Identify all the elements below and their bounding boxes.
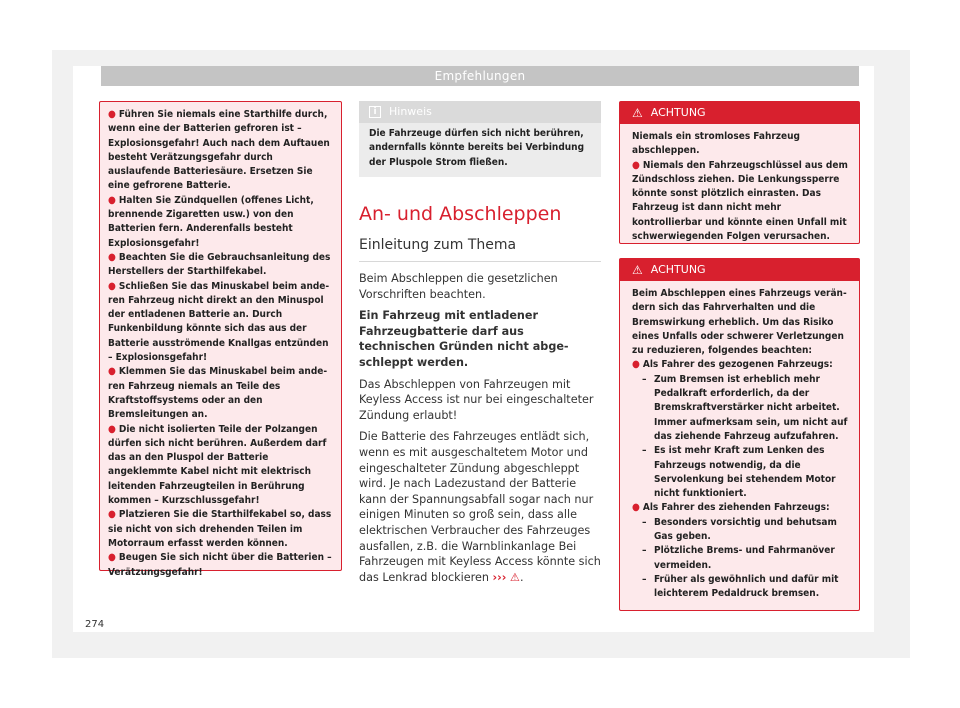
sub-list-item: – Besonders vorsichtig und behutsam Gas geben. (642, 516, 837, 543)
warning-box-2 (619, 258, 860, 611)
sub-list-item: – Es ist mehr Kraft zum Lenken des Fahrzeugs notwendig, da die Servolenkung bei stehendem Motor nicht funktioniert. (642, 445, 836, 500)
page-header: Empfehlungen (101, 66, 859, 86)
page-number: 274 (85, 619, 105, 630)
cross-reference-link[interactable]: ››› (492, 570, 507, 584)
bullet-icon: ● (632, 159, 640, 171)
dash-icon: – (642, 545, 647, 557)
list-item: ● Führen Sie niemals eine Starthilfe durch, wenn eine der Batterien gefroren ist – Explosionsgefahr! Auch nach dem Auftauen besteht Verätzungsgefahr durch auslaufende Batteriesäure. Ersetzen Sie eine gefrorene Batterie. (108, 109, 330, 192)
dash-icon: – (642, 445, 647, 457)
list-item: ● Beugen Sie sich nicht über die Batterien – Verätzungsgefahr! (108, 552, 332, 578)
sub-list-item: – Plötzliche Brems- und Fahrmanöver vermeiden. (642, 545, 835, 571)
section-title: An- und Abschleppen (359, 203, 562, 225)
warning-label: ACHTUNG (650, 263, 706, 276)
dash-icon: – (642, 573, 647, 585)
body-text (359, 271, 601, 591)
warning-header (620, 259, 859, 281)
list-item: ● Beachten Sie die Gebrauchsanleitung des Herstellers der Starthilfekabel. (108, 251, 331, 278)
section-divider (359, 261, 601, 262)
warning-intro: Niemals ein stromloses Fahrzeug abschleppen. (632, 131, 800, 157)
warning-list-box (99, 101, 342, 578)
bullet-icon: ● (108, 251, 116, 263)
bullet-icon: ● (108, 552, 116, 564)
sub-list (632, 373, 849, 502)
bullet-icon: ● (632, 359, 640, 371)
warning-triangle-icon: ⚠ (632, 106, 643, 120)
list-item: ● Als Fahrer des ziehenden Fahrzeugs: (632, 502, 830, 514)
bullet-icon: ● (108, 109, 116, 120)
warning-triangle-icon: ⚠ (632, 263, 643, 277)
paragraph: Das Abschleppen von Fahrzeugen mit Keyless Access ist nur bei eingeschalteter Zündung erlaubt! (359, 377, 594, 422)
hint-text: Die Fahrzeuge dürfen sich nicht berühren, andernfalls könnte bereits bei Verbindung der Pluspole Strom fließen. (369, 128, 585, 168)
paragraph-bold: Ein Fahrzeug mit entladener Fahrzeugbatterie darf aus technischen Gründen nicht abgeschleppt werden. (359, 309, 569, 369)
warning-header (620, 102, 859, 124)
bullet-icon: ● (108, 366, 116, 378)
warning-intro: Beim Abschleppen eines Fahrzeugs verändern sich das Fahrverhalten und die Bremswirkung erheblich. Um das Risiko eines Unfalls oder schwerer Verletzungen zu reduzieren, folgendes beachten: (632, 288, 847, 357)
section-subtitle: Einleitung zum Thema (359, 237, 517, 253)
list-item: ● Halten Sie Zündquellen (offenes Licht, brennende Zigaretten usw.) von den Batterien fern. Anderenfalls besteht Explosionsgefahr! (108, 194, 314, 249)
hint-box (359, 101, 601, 177)
sub-list-item: – Zum Bremsen ist erheblich mehr Pedalkraft erforderlich, da der Bremskraftverstärker nicht arbeitet. Immer aufmerksam sein, um nicht auf das ziehende Fahrzeug aufzufahren. (642, 373, 848, 442)
bullet-icon: ● (108, 194, 116, 206)
warning-list (108, 108, 333, 580)
list-item: ● Schließen Sie das Minuskabel beim anderen Fahrzeug nicht direkt an den Minuspol der entladenen Batterie an. Durch Funkenbildung könnte sich das aus der Batterie ausströmende Knallgas entzünden – Explosionsgefahr! (108, 280, 330, 364)
hint-header (359, 101, 601, 123)
warning-body (620, 124, 859, 250)
bullet-icon: ● (632, 502, 640, 514)
paragraph: Beim Abschleppen die gesetzlichen Vorschriften beachten. (359, 272, 558, 301)
hint-label: Hinweis (389, 105, 432, 118)
info-icon: i (369, 106, 381, 118)
warning-body (620, 281, 859, 608)
list-item: ● Niemals den Fahrzeugschlüssel aus dem Zündschloss ziehen. Die Lenkungssperre könnte sonst plötzlich einrasten. Das Fahrzeug ist dann nicht mehr kontrollierbar und könnte einen Unfall mit schwerwiegenden Folgen verursachen. (632, 159, 848, 243)
warning-triangle-icon: ⚠ (509, 570, 520, 584)
dash-icon: – (642, 373, 647, 385)
paragraph: Die Batterie des Fahrzeuges entlädt sich, wenn es mit ausgeschaltetem Motor und eingeschalteter Zündung abgeschleppt wird. Je nach Ladezustand der Batterie kann der Spannungsabfall sogar nach nur einigen Minuten so groß sein, dass alle elektrischen Verbraucher des Fahrzeuges ausfallen, z.B. die Warnblinkanlage Bei Fahrzeugen mit Keyless Access könnte sich das Lenkrad blockieren ››› ⚠. (359, 430, 601, 584)
dash-icon: – (642, 516, 647, 528)
sub-list-item: – Früher als gewöhnlich und dafür mit leichterem Pedaldruck bremsen. (642, 573, 839, 600)
bullet-icon: ● (108, 509, 116, 521)
list-item: ● Klemmen Sie das Minuskabel beim anderen Fahrzeug niemals an Teile des Kraftstoffsystems oder an den Bremsleitungen an. (108, 366, 328, 421)
list-item: ● Platzieren Sie die Starthilfekabel so, dass sie nicht von sich drehenden Teilen im Motorraum erfasst werden können. (108, 509, 332, 549)
warning-box-1 (619, 101, 860, 244)
list-item: ● Die nicht isolierten Teile der Polzangen dürfen sich nicht berühren. Außerdem darf das an den Pluspol der Batterie angeklemmte Kabel nicht mit elektrisch leitenden Fahrzeugteilen in Berührung kommen – Kurzschlussgefahr! (108, 423, 327, 507)
bullet-icon: ● (108, 280, 116, 292)
bullet-icon: ● (108, 423, 116, 435)
list-item: ● Als Fahrer des gezogenen Fahrzeugs: (632, 359, 833, 371)
sub-list (632, 516, 849, 602)
warning-label: ACHTUNG (650, 106, 706, 119)
